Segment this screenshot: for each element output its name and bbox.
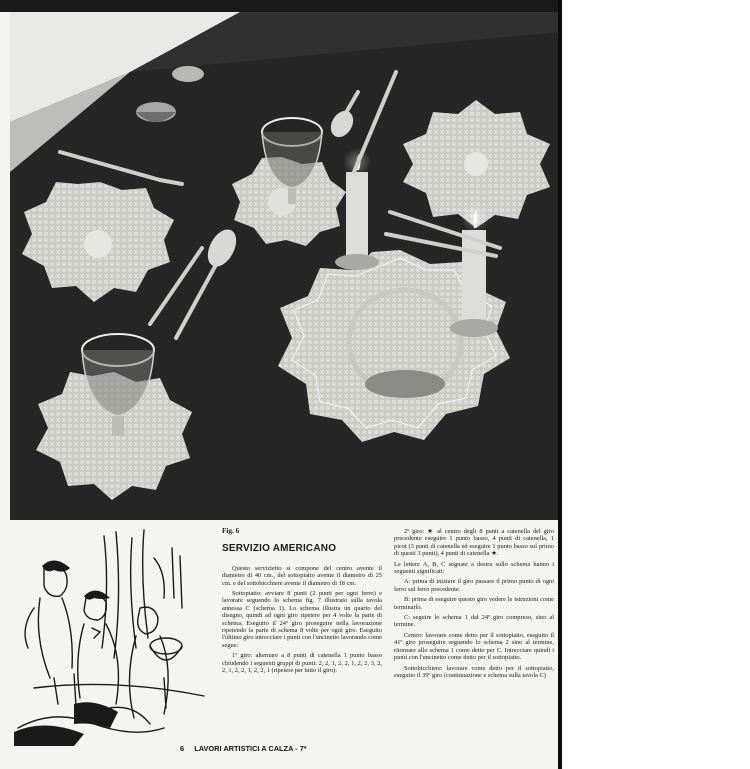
- paragraph: 1º giro: alternare a 8 punti di catenella 1 punto basso chiudendo i seguenti gruppi di punti: 2, 2, 1, 2, 2, 1, 2, 2, 3, 2, 2, 1, 2, 2, 1, 2, 2, 1 (ripetere per tutto il giro).: [222, 652, 382, 675]
- table-setting-photo: [10, 12, 559, 520]
- article-title: SERVIZIO AMERICANO: [222, 543, 337, 555]
- figure-label: Fig. 6: [222, 527, 240, 535]
- page-top-edge: [0, 0, 562, 12]
- paragraph: Sottobicchiere: lavorare come detto per il sottopiatto, eseguito il 39º giro (continuazione e schema sulla tavola C): [394, 664, 554, 679]
- publication-name: LAVORI ARTISTICI A CALZA - 7ª: [194, 744, 307, 753]
- paragraph: C: seguire lo schema 1 dal 24º giro compreso, sino al termine.: [394, 614, 554, 629]
- page-number: 6: [180, 744, 185, 753]
- paragraph: Centro: lavorare come detto per il sottopiatto, eseguito il 41º giro proseguire seguendo lo schema 2 sino al termine, ritornare allo schema 1 come detto per C. Intrecciare quindi i punti con l'uncinetto come detto per il sottopiatto.: [394, 631, 554, 662]
- sketch-drawing: [14, 528, 214, 746]
- page-footer: [180, 744, 560, 753]
- paragraph: B: prima di eseguire questo giro vedere le istruzioni come terminarlo.: [394, 596, 554, 611]
- article-text: [222, 528, 556, 764]
- dining-sketch-illustration: [14, 528, 214, 746]
- page-right-edge: [558, 0, 562, 769]
- paragraph: 2º giro: ★ al centro degli 8 punti a catenella del giro precedente eseguire 1 punto basso, 4 punti di catenella, 1 picot (3 punti di catenella ed eseguire 1 punto basso sul primo di questi 3 punti), 4 punti di catenella ★.: [394, 528, 554, 558]
- text-column-right: [394, 528, 554, 682]
- text-column-left: [222, 528, 382, 678]
- photo-illustration: [10, 12, 559, 520]
- paragraph: A: prima di iniziare il giro passare il primo punto di ogni ferro sul ferro precedente.: [394, 578, 554, 593]
- paragraph: Le lettere A, B, C segnate a destra sullo schema hanno i seguenti significati:: [394, 560, 554, 576]
- paragraph: Sottopiatto: avviare 8 punti (2 punti per ogni ferro) e lavorare seguendo lo schema fig. 7 illustrato sulla tavola annessa C (schema 1). Lo schema illustra un quarto del disegno, quindi ad ogni giro ripetere per 4 volte la parte di schema. Eseguito il 24º giro proseguire nella lavorazione ripetendo la parte di schema 8 volte per ogni giro. Eseguito l'ultimo giro intrecciare i punti con l'uncinetto lavorando come segue:: [222, 590, 382, 649]
- paragraph: Questo servizietto si compone del centro avente il diametro di 40 cm., del sottopiatto avente il diametro di 25 cm. e del sottobicchiere avente il diametro di 18 cm.: [222, 564, 382, 587]
